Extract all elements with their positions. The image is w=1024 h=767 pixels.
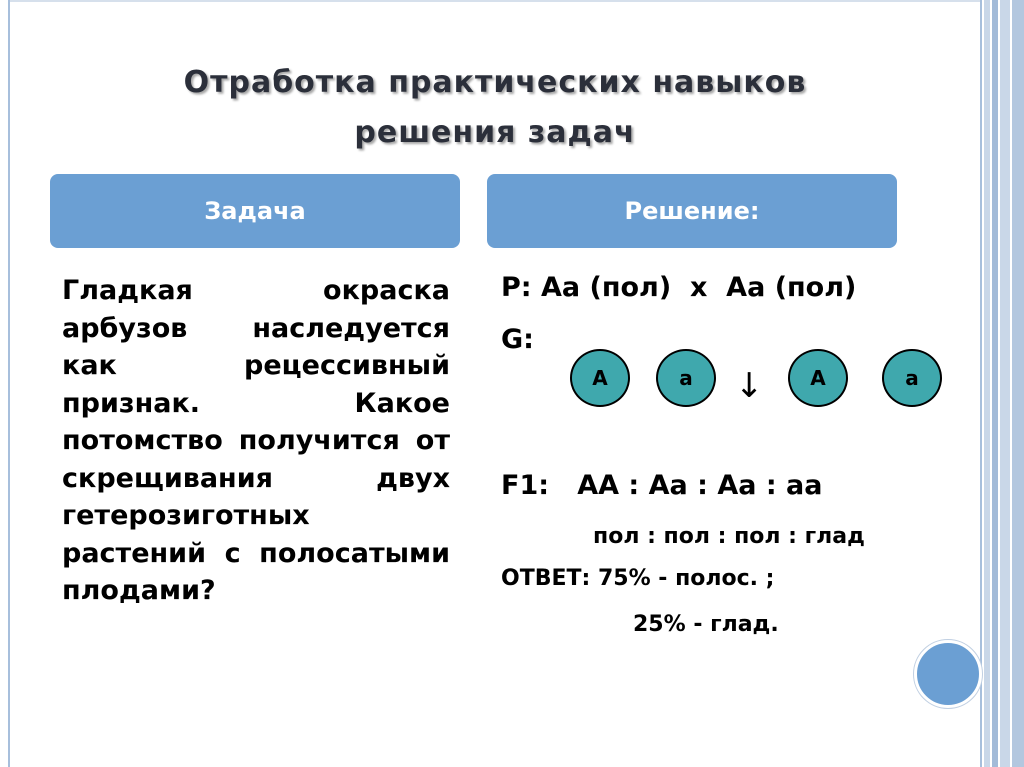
gamete-circle: А bbox=[570, 349, 630, 407]
slide-title bbox=[60, 58, 930, 158]
gamete-circle: а bbox=[656, 349, 716, 407]
parents-line: Р: Аа (пол) х Аа (пол) bbox=[501, 272, 857, 303]
slide-title-line1: Отработка практических навыков bbox=[183, 65, 807, 100]
f1-genotypes: F1: АА : Аа : Аа : аа bbox=[501, 470, 823, 501]
task-header-label: Задача bbox=[204, 197, 306, 225]
slide-title-line2: решения задач bbox=[354, 115, 636, 150]
solution-header-label: Решение: bbox=[624, 197, 760, 225]
frame-top-border bbox=[8, 0, 980, 2]
gametes-label: G: bbox=[501, 324, 534, 355]
decorative-stripes bbox=[984, 0, 1024, 767]
task-text: Гладкая окраска арбузов наследуется как рецессивный признак. Какое потомство получится от скрещивания двух гетерозиготных растений с полосатыми плодами? bbox=[62, 275, 450, 606]
f1-phenotypes: пол : пол : пол : глад bbox=[593, 524, 865, 549]
answer-line-1: ОТВЕТ: 75% - полос. ; bbox=[501, 566, 775, 591]
arrow-down-icon: ↓ bbox=[735, 366, 764, 406]
decorative-circle bbox=[914, 640, 982, 708]
answer-line-2: 25% - глад. bbox=[633, 612, 779, 637]
frame-left-border bbox=[8, 0, 10, 767]
gamete-circle: А bbox=[788, 349, 848, 407]
solution-header bbox=[487, 174, 897, 248]
frame-right-border bbox=[980, 0, 982, 767]
gamete-circle: а bbox=[882, 349, 942, 407]
task-header bbox=[50, 174, 460, 248]
